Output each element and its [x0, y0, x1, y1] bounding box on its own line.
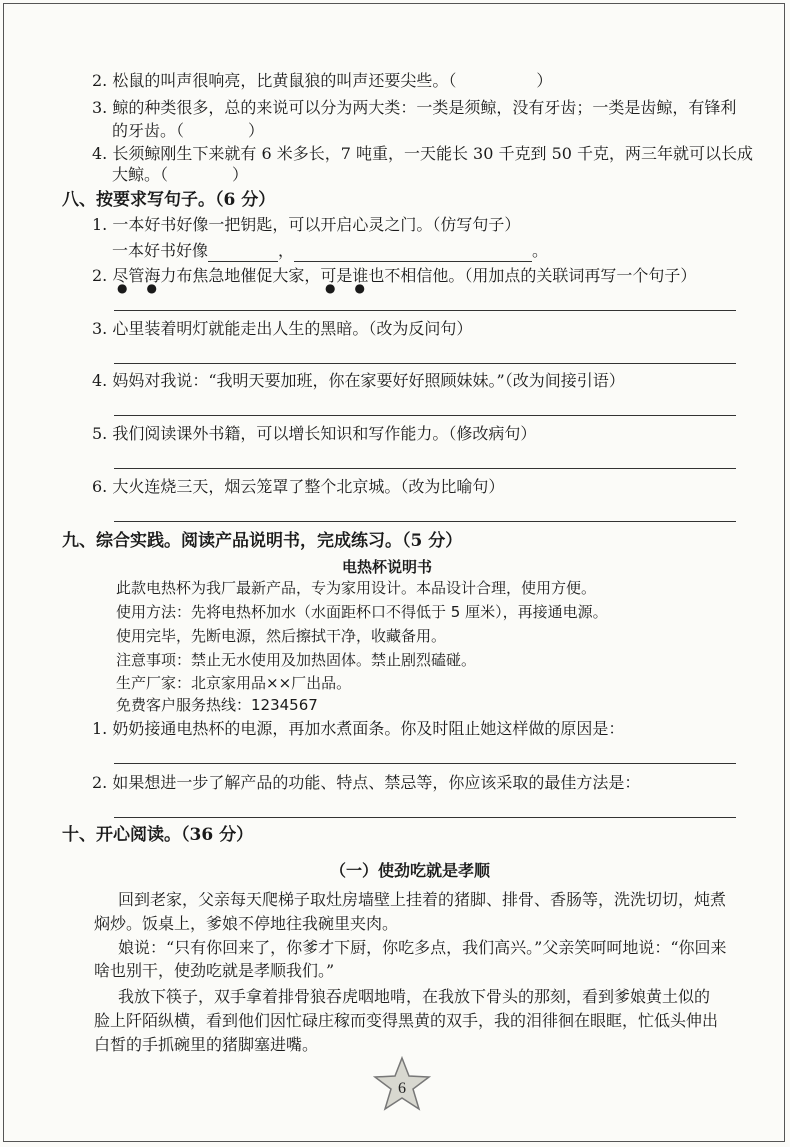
- para-3-line-3: 白皙的手抓碗里的猪脚塞进嘴。: [94, 1035, 319, 1054]
- para-2-line-1: 娘说：“只有你回来了，你爹才下厨，你吃多点，我们高兴。”父亲笑呵呵地说：“你回来: [118, 938, 727, 957]
- q7-item-4-line1: 4. 长须鲸刚生下来就有 6 米多长，7 吨重，一天能长 30 千克到 50 千克，两三年就可以长成: [92, 144, 754, 163]
- q8-fill-end: 。: [532, 241, 549, 260]
- section-10-heading: 十、开心阅读。（36 分）: [62, 825, 254, 845]
- q7-item-3-line2: 的牙齿。（ ）: [112, 121, 265, 140]
- q8-fill-prefix: 一本好书好像: [112, 241, 209, 260]
- q8-fill-comma: ，: [278, 241, 295, 260]
- q8-sentence-6: 6. 大火连烧三天，烟云笼罩了整个北京城。（改为比喻句）: [92, 477, 505, 496]
- q8-fill-line: [112, 240, 548, 262]
- emphasis-dots-2: ● ●: [325, 281, 366, 295]
- q8-sentence-3: 3. 心里装着明灯就能走出人生的黑暗。（改为反问句）: [92, 319, 473, 338]
- q9-problem-2: 2. 如果想进一步了解产品的功能、特点、禁忌等，你应该采取的最佳方法是：: [92, 773, 641, 792]
- answer-line-s3[interactable]: [114, 363, 736, 364]
- q7-item-4-line2: 大鲸。（ ）: [112, 165, 249, 184]
- para-1-line-2: 焖炒。饭桌上，爹娘不停地往我碗里夹肉。: [94, 914, 399, 933]
- q7-item-2: 2. 松鼠的叫声很响亮，比黄鼠狼的叫声还要尖些。（ ）: [92, 71, 553, 90]
- q8-sentence-1: 1. 一本好书好像一把钥匙，可以开启心灵之门。（仿写句子）: [92, 215, 521, 234]
- q9-problem-1: 1. 奶奶接通电热杯的电源，再加水煮面条。你及时阻止她这样做的原因是：: [92, 719, 625, 738]
- q8-sentence-5: 5. 我们阅读课外书籍，可以增长知识和写作能力。（修改病句）: [92, 424, 537, 443]
- fill-blank-1[interactable]: [208, 245, 278, 262]
- answer-line-s4[interactable]: [114, 415, 736, 416]
- manual-line-2: 使用方法：先将电热杯加水（水面距杯口不得低于 5 厘米），再接通电源。: [116, 603, 608, 621]
- manual-line-6: 免费客户服务热线：1234567: [116, 696, 318, 714]
- q7-item-3-line1: 3. 鲸的种类很多，总的来说可以分为两大类：一类是须鲸，没有牙齿；一类是齿鲸，有锋利: [92, 98, 737, 117]
- q8-sentence-2: 2. 尽管海力布焦急地催促大家，可是谁也不相信他。（用加点的关联词再写一个句子）: [92, 266, 697, 285]
- answer-line-s6[interactable]: [114, 521, 736, 522]
- q8-sentence-4: 4. 妈妈对我说：“我明天要加班，你在家要好好照顾妹妹。”（改为间接引语）: [92, 371, 625, 390]
- page-number-star: [372, 1055, 432, 1115]
- section-9-heading: 九、综合实践。阅读产品说明书，完成练习。（5 分）: [62, 531, 463, 551]
- emphasis-dots-1: ● ●: [117, 281, 158, 295]
- para-1-line-1: 回到老家，父亲每天爬梯子取灶房墙壁上挂着的猪脚、排骨、香肠等，洗洗切切，炖煮: [118, 890, 727, 909]
- answer-line-s5[interactable]: [114, 468, 736, 469]
- para-2-line-2: 啥也别干，使劲吃就是孝顺我们。”: [94, 961, 335, 980]
- fill-blank-2[interactable]: [294, 245, 532, 262]
- answer-line-s2[interactable]: [114, 310, 736, 311]
- para-3-line-2: 脸上阡陌纵横，看到他们因忙碌庄稼而变得黑黄的双手，我的泪徘徊在眼眶，忙低头伸出: [94, 1011, 719, 1030]
- manual-title: 电热杯说明书: [342, 558, 433, 576]
- section-8-heading: 八、按要求写句子。（6 分）: [62, 190, 276, 210]
- manual-line-5: 生产厂家：北京家用品××厂出品。: [116, 674, 352, 692]
- manual-line-1: 此款电热杯为我厂最新产品，专为家用设计。本品设计合理，使用方便。: [116, 579, 597, 597]
- answer-line-p2[interactable]: [114, 817, 736, 818]
- para-3-line-1: 我放下筷子，双手拿着排骨狼吞虎咽地啃，在我放下骨头的那刻，看到爹娘黄土似的: [118, 987, 711, 1006]
- manual-line-4: 注意事项：禁止无水使用及加热固体。禁止剧烈磕碰。: [116, 651, 477, 669]
- manual-line-3: 使用完毕，先断电源，然后擦拭干净，收藏备用。: [116, 627, 447, 645]
- page-number: 6: [398, 1080, 406, 1097]
- story-title: （一）使劲吃就是孝顺: [330, 861, 491, 880]
- answer-line-p1[interactable]: [114, 763, 736, 764]
